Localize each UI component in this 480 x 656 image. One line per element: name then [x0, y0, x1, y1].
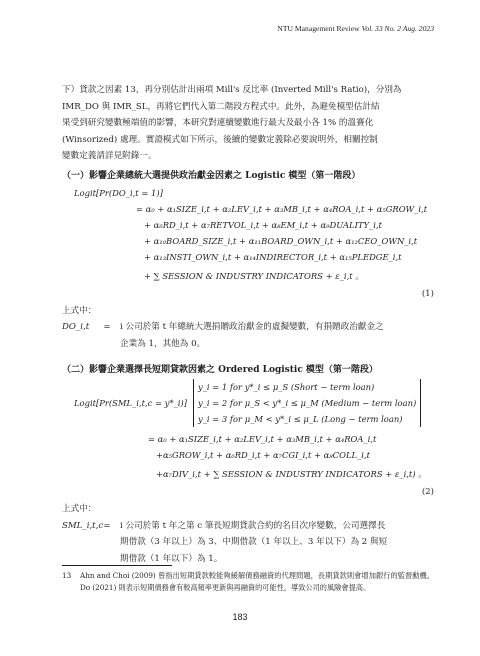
page-number: 183	[232, 612, 248, 622]
definition-text	[120, 518, 434, 568]
case-line: y_i = 3 for μ_M < y*_i ≤ μ_L (Long − term loan)	[197, 414, 403, 424]
equation-2	[62, 379, 434, 501]
definition-line: i 公司於第 t 年之第 c 筆長短期貸款合約的名目次序變數，公司選擇長	[120, 520, 386, 531]
running-header	[277, 24, 434, 33]
equation-1-line: = α₀ + α₁SIZE_i,t + α₂LEV_i,t + α₃MB_i,t + α₄ROA_i,t + α₅GROW_i,t	[136, 203, 428, 214]
equation-1-line: + ∑ SESSION & INDUSTRY INDICATORS + ε_i,t 。	[144, 270, 364, 281]
intro-line: 下）貸款之因素 13，再分別估計出兩項 Mill's 反比率 (Inverted Mill's Ratio)，分別為	[62, 85, 402, 95]
equation-2-lhs: Logit[Pr(SML_i,t,c = y*_i)]	[74, 398, 187, 408]
equation-1	[62, 185, 434, 303]
definition-equals: =	[103, 322, 111, 332]
footnote	[62, 570, 434, 594]
equation-2-number: (2)	[421, 487, 434, 497]
equation-2-line: +α₇DIV_i,t + ∑ SESSION & INDUSTRY INDICATORS + ε_i,t) 。	[156, 469, 427, 479]
journal-volume: Vol. 33 No. 2 Aug. 2023	[361, 24, 434, 33]
footnote-text: Ahn and Choi (2009) 曾指出短期貸款較能夠緩解債務融資的代理問題，長期貸款則會增加銀行的監督動機。Do (2021) 則表示短期債務會有較高頻率更新與再融資的可能性，導致公司的風險會提高。	[80, 571, 434, 592]
definition-do	[62, 319, 434, 352]
equation-1-number: (1)	[421, 288, 434, 299]
intro-paragraph	[62, 82, 434, 165]
intro-line: IMR_DO 與 IMR_SL，再將它們代入第二階段方程式中。此外，為避免模型估計結	[62, 101, 380, 112]
where-label: 上式中：	[62, 305, 97, 316]
equation-1-lhs: Logit[Pr(DO_i,t = 1)]	[74, 187, 163, 198]
page-body	[62, 82, 434, 567]
intro-line: 果受到研究變數極端值的影響，本研究對連續變數進行最大及最小各 1% 的溫賽化	[62, 118, 374, 128]
definition-line: 企業為 1，其他為 0。	[120, 338, 206, 349]
where-label: 上式中：	[62, 504, 97, 514]
definition-line: i 公司於第 t 年總統大選捐贈政治獻金的虛擬變數，有捐贈政治獻金之	[120, 322, 384, 332]
equation-1-line: + α₁₀BOARD_SIZE_i,t + α₁₁BOARD_OWN_i,t + α₁₂CEO_OWN_i,t	[144, 235, 418, 246]
case-line: y_i = 1 for y*_i ≤ μ_S (Short − term loan)	[197, 382, 375, 392]
equation-2-line: = α₀ + α₁SIZE_i,t + α₂LEV_i,t + α₃MB_i,t + α₄ROA_i,t	[148, 434, 377, 444]
definition-equals: =	[103, 520, 111, 531]
intro-line: (Winsorized) 處理。實證模式如下所示，後續的變數定義除必要說明外，相關控制	[62, 134, 378, 145]
intro-line: 變數定義請詳見附錄一。	[62, 151, 157, 161]
footnote-divider	[62, 565, 172, 566]
equation-1-line: + α₆RD_i,t + α₇RETVOL_i,t + α₈EM_i,t + α₉DUALITY_i,t	[144, 219, 382, 230]
section2-heading: （二）影響企業選擇長短期貸款因素之 Ordered Logistic 模型（第一階段）	[62, 365, 378, 375]
definition-symbol: SML_i,t,c	[62, 520, 104, 531]
equation-2-cases	[193, 379, 421, 427]
definition-symbol: DO_i,t	[62, 322, 90, 332]
equation-1-line: + α₁₃INSTI_OWN_i,t + α₁₄INDIRECTOR_i,t + α₁₅PLEDGE_i,t	[144, 251, 402, 262]
journal-name: NTU Management Review	[277, 24, 360, 33]
equation-2-lhs-row	[62, 379, 434, 427]
case-line: y_i = 2 for μ_S < y*_i ≤ μ_M (Medium − term loan)	[197, 398, 417, 408]
definition-text	[120, 319, 434, 352]
definition-line: 期借款（3 年以上）為 3、中期借款（1 年以上、3 年以下）為 2 與短	[120, 537, 388, 547]
definition-sml	[62, 518, 434, 568]
equation-2-line: +α₅GROW_i,t + α₆RD_i,t + α₇CGI_i,t + α₈COLL_i,t	[156, 450, 370, 460]
definition-line: 期借款（1 年以下）為 1。	[120, 553, 223, 564]
footnote-number: 13	[62, 571, 72, 580]
section1-heading: （一）影響企業總統大選提供政治獻金因素之 Logistic 模型（第一階段）	[62, 170, 361, 181]
